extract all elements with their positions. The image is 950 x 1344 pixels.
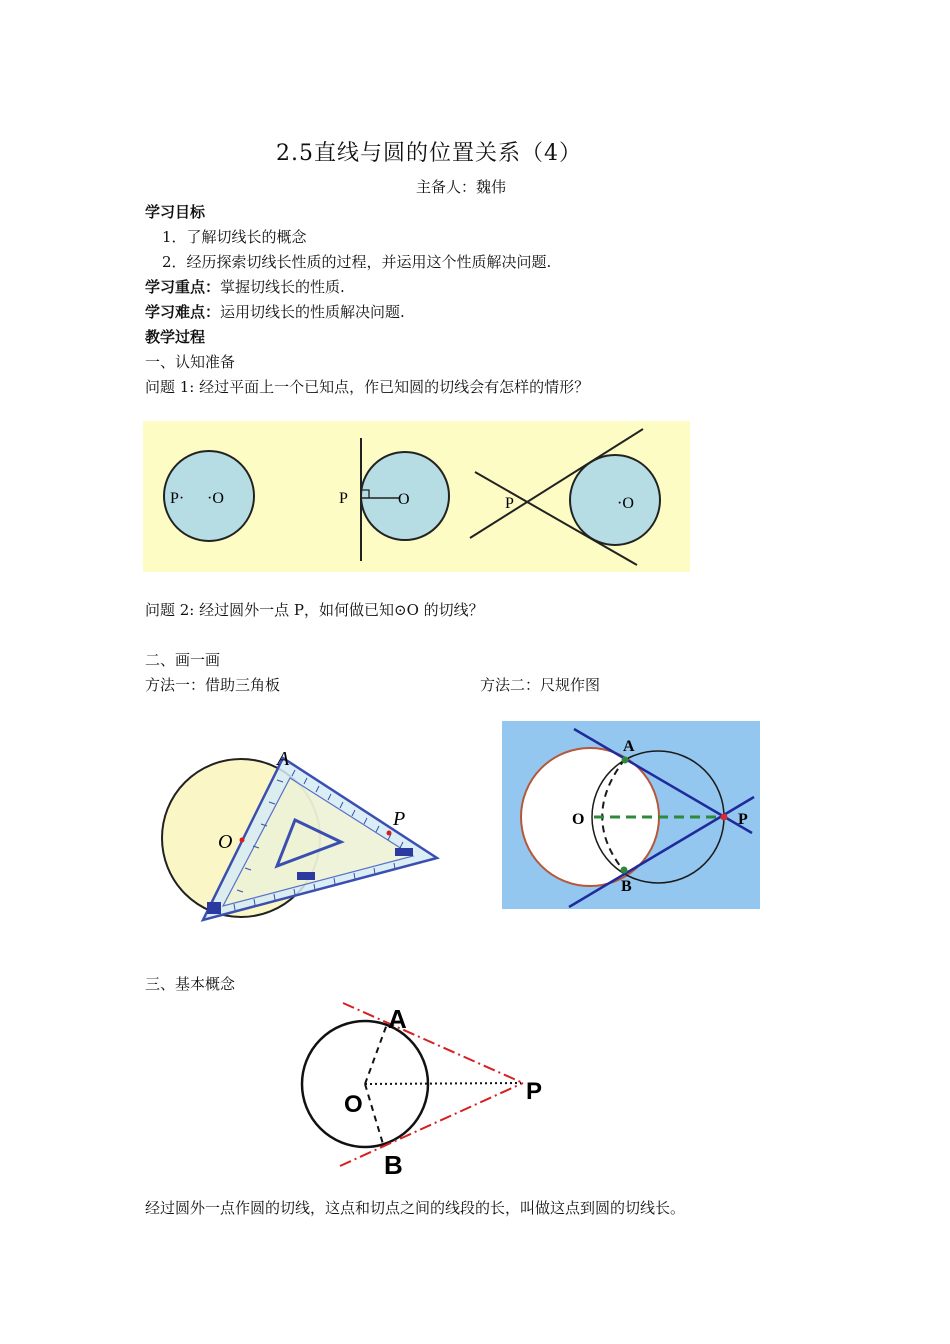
label-p: P	[339, 490, 348, 507]
label-p: P·	[170, 490, 185, 507]
method-2: 方法二：尺规作图	[480, 676, 601, 694]
label-a: A	[388, 1004, 407, 1034]
goals-heading: 学习目标	[145, 203, 206, 221]
label-p: P	[738, 811, 748, 828]
label-p: P	[526, 1078, 543, 1105]
difficulty-text: 运用切线长的性质解决问题.	[220, 303, 405, 321]
section-heading: 三、基本概念	[145, 975, 236, 993]
question-1: 问题 1: 经过平面上一个已知点，作已知圆的切线会有怎样的情形？	[145, 378, 590, 396]
label-o: O	[344, 1091, 363, 1118]
center-point	[240, 838, 245, 843]
author-line: 主备人：魏伟	[416, 178, 507, 196]
label-a: A	[277, 748, 290, 770]
key-point-label: 学习重点：	[145, 278, 221, 296]
process-heading: 教学过程	[145, 328, 206, 346]
figure-compass-method	[502, 721, 760, 909]
difficulty-line	[145, 302, 405, 322]
page-title: 2.5直线与圆的位置关系（4）	[276, 141, 582, 166]
label-o: ·O	[617, 495, 634, 512]
figure-set-square-method	[155, 740, 440, 930]
figure-point-circle-cases	[143, 421, 690, 572]
section-heading: 一、认知准备	[145, 353, 236, 371]
goal-item: 2．经历探索切线长性质的过程，并运用这个性质解决问题.	[162, 253, 552, 271]
label-p: P	[393, 808, 406, 830]
label-a: A	[623, 738, 635, 755]
question-2: 问题 2: 经过圆外一点 P，如何做已知⊙O 的切线？	[145, 601, 484, 619]
key-point-text: 掌握切线长的性质.	[220, 278, 345, 296]
point-p	[387, 831, 392, 836]
section-heading: 二、画一画	[145, 651, 221, 669]
goal-item: 1．了解切线长的概念	[162, 228, 307, 246]
point-p	[721, 814, 728, 821]
set-square-clip	[207, 902, 221, 914]
method-1: 方法一：借助三角板	[145, 676, 281, 694]
definition-text: 经过圆外一点作圆的切线，这点和切点之间的线段的长，叫做这点到圆的切线长。	[145, 1199, 686, 1217]
label-o: O	[572, 811, 585, 828]
key-point-line	[145, 277, 345, 297]
label-o: O	[218, 831, 233, 853]
difficulty-label: 学习难点：	[145, 303, 221, 321]
label-p: P	[505, 495, 514, 512]
label-b: B	[621, 878, 632, 895]
figure-tangent-length	[295, 998, 555, 1178]
tangent-point-b	[621, 867, 628, 874]
label-o: O	[398, 491, 410, 508]
label-o: ·O	[207, 490, 224, 507]
set-square-clip	[297, 872, 315, 880]
circle-case-3	[570, 455, 660, 545]
set-square-clip	[395, 848, 413, 856]
label-b: B	[384, 1150, 403, 1178]
tangent-point-a	[622, 757, 629, 764]
